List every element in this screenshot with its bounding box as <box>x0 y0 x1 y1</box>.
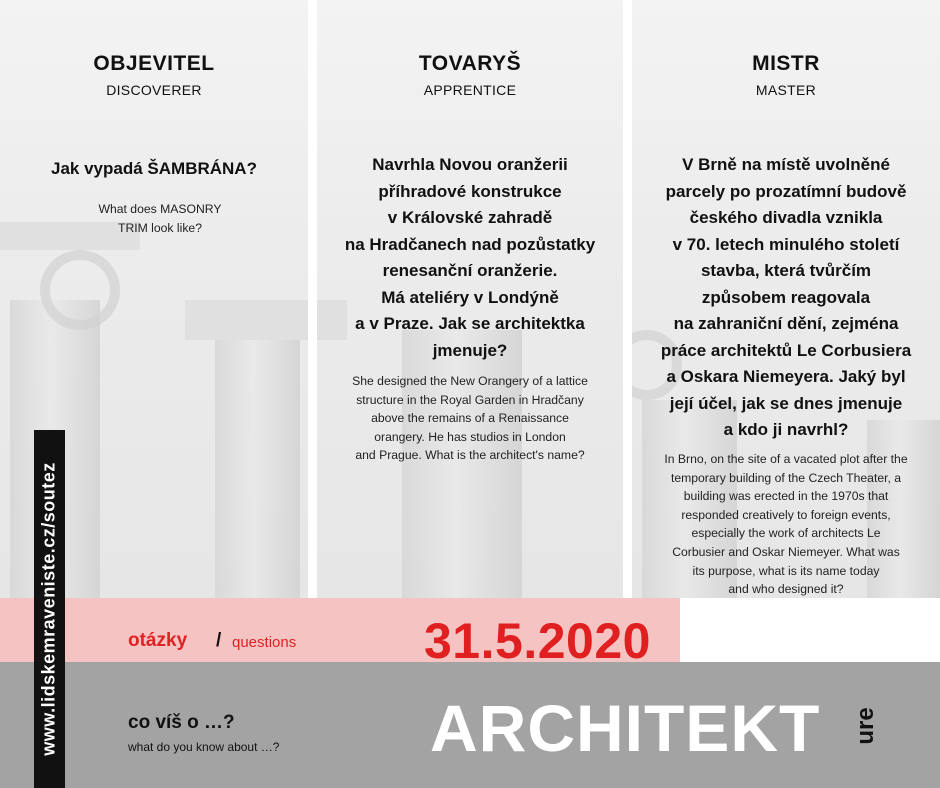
level-title: TOVARYŠ <box>418 52 522 75</box>
level-subtitle: APPRENTICE <box>423 82 517 98</box>
question-en: In Brno, on the site of a vacated plot after the temporary building of the Czech Theater, a building was erected in the 1970s that responded creatively to foreign events, especially the work of architects Le Corbusier and Oskar Niemeyer. What was its purpose, what is its name today and who designed it? <box>664 452 908 597</box>
column-pillar-image <box>215 340 300 598</box>
questions-label-en: questions <box>232 634 297 651</box>
question-en: She designed the New Orangery of a lattice structure in the Royal Garden in Hradčany above the remains of a Renaissance orangery. He has studios in London and Prague. What is the architect's name? <box>352 374 588 463</box>
level-title: MISTR <box>752 52 820 75</box>
deadline-date: 31.5.2020 <box>424 613 651 669</box>
column-master <box>632 0 940 598</box>
level-subtitle: DISCOVERER <box>106 82 202 98</box>
architekt-logo: ARCHITEKT <box>430 691 821 765</box>
questions-label-cz: otázky <box>128 630 188 651</box>
architekt-logo-suffix: ure <box>852 707 879 745</box>
question-cz: Navrhla Novou oranžerii příhradové konstrukce v Královské zahradě na Hradčanech nad pozůstatky renesanční oranžerie. Má ateliéry v Londýně a v Praze. Jak se architektka jmenuje? <box>344 155 596 360</box>
column-capital-image <box>185 300 308 340</box>
label-separator: / <box>216 630 222 651</box>
tagline-cz: co víš o …? <box>128 712 235 733</box>
question-cz: Jak vypadá ŠAMBRÁNA? <box>51 159 257 178</box>
question-en: What does MASONRY TRIM look like? <box>98 202 222 235</box>
column-apprentice <box>317 0 623 598</box>
question-cz: V Brně na místě uvolněné parcely po prozatímní budově českého divadla vznikla v 70. letech minulého století stavba, která tvůrčím způsobem reagovala na zahraniční dění, zejména práce architektů Le Corbusiera a Oskara Niemeyera. Jaký byl její účel, jak se dnes jmenuje a kdo ji navrhl? <box>660 155 912 439</box>
contest-url-link[interactable]: www.lidskemraveniste.cz/soutez <box>38 462 59 756</box>
level-title: OBJEVITEL <box>93 52 215 75</box>
tagline-en: what do you know about …? <box>128 740 280 754</box>
level-subtitle: MASTER <box>755 82 817 98</box>
volute-image <box>40 250 120 330</box>
